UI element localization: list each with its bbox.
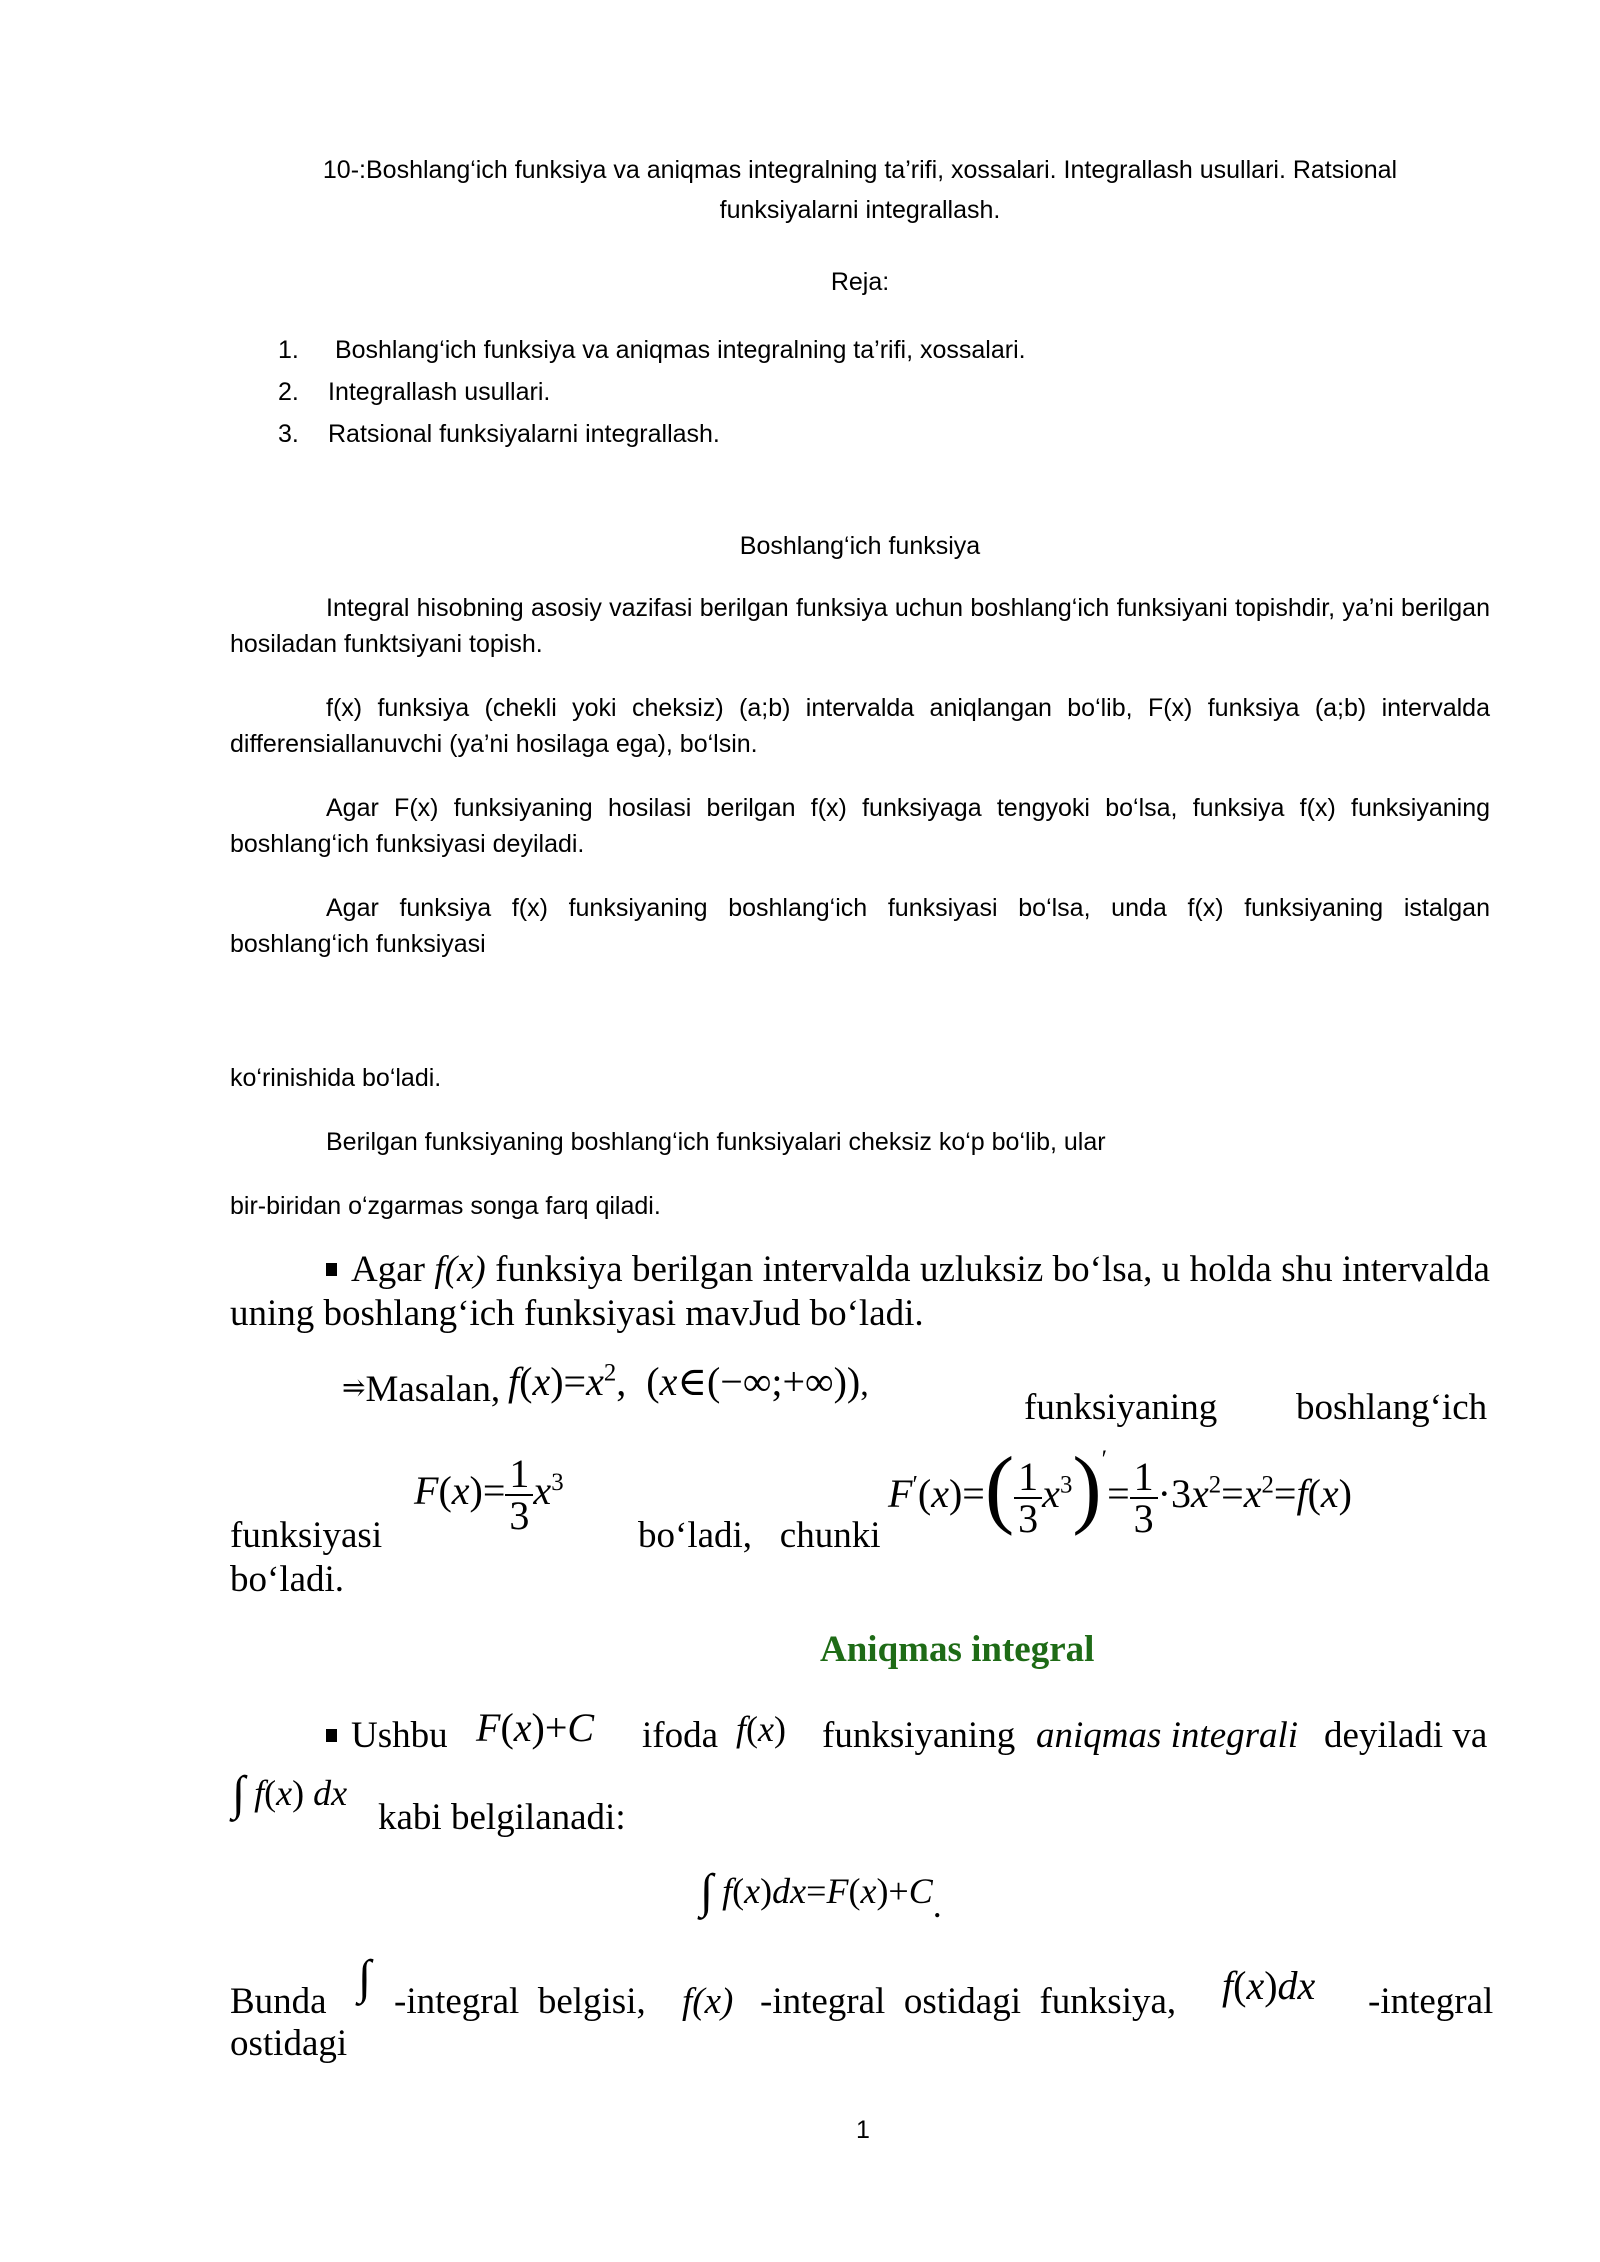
paragraph-7: bir-biridan o‘zgarmas songa farq qiladi. [230, 1192, 661, 1220]
theorem-fx: f(x) [434, 1249, 486, 1290]
example-word-funksiyasi: funksiyasi [230, 1515, 383, 1556]
definition-funksiyaning: funksiyaning [822, 1715, 1016, 1756]
double-arrow-icon: ⥤ [342, 1373, 366, 1404]
bunda-fx: f(x) [682, 1981, 734, 2022]
formula-F-plus-C: F(x)+C [476, 1705, 595, 1750]
page-number: 1 [856, 2116, 870, 2144]
example-word-boladi-chunki: bo‘ladi, chunki [638, 1515, 881, 1556]
plan-item [278, 416, 1478, 458]
plan-item [278, 374, 1478, 416]
paragraph-6: Berilgan funksiyaning boshlang‘ich funksiyalari cheksiz ko‘p bo‘lib, ular [326, 1128, 1106, 1156]
plan-item [278, 332, 1478, 374]
example-last-line: bo‘ladi. [230, 1559, 345, 1600]
title-line-1: 10-:Boshlang‘ich funksiya va aniqmas integralning ta’rifi, xossalari. Integrallash usullari. Ratsional [322, 156, 1398, 184]
paragraph-2 [230, 690, 1490, 762]
definition-ushbu: Ushbu [351, 1715, 448, 1756]
document-title [230, 152, 1490, 228]
section-heading-antiderivative: Boshlang‘ich funksiya [739, 532, 981, 560]
formula-F-equals: F(x)= $\frac{1}{3}$ $x^3$ [414, 1451, 564, 1538]
formula-derivative: F′(x)=( $\frac{1}{3}$ $x^3)'=$ $\frac{1}{3}$ $\cdot 3x^2=x^2=f(x)$ [888, 1440, 1352, 1541]
paragraph-3 [230, 790, 1490, 862]
bunda-ostidagi: ostidagi [230, 2023, 348, 2064]
plan-item-number: 3. [278, 420, 299, 448]
definition-ifoda: ifoda [642, 1715, 719, 1756]
theorem-pre: Agar [351, 1249, 435, 1290]
paragraph-2-text: f(x) funksiya (chekli yoki cheksiz) (a;b) intervalda aniqlangan bo‘lib, F(x) funksiya (a;b) intervalda differensiallanuvchi (ya’ni hosilaga ega), bo‘lsin. [230, 694, 1490, 758]
paragraph-1-text: Integral hisobning asosiy vazifasi berilgan funksiya uchun boshlang‘ich funksiyani topishdir, ya’ni berilgan hosiladan funktsiyani topish. [230, 594, 1490, 658]
paragraph-4-text: Agar funksiya f(x) funksiyaning boshlang‘ich funksiyasi bo‘lsa, unda f(x) funksiyaning istalgan boshlang‘ich funksiyasi [230, 894, 1490, 958]
formula-integral-definition: ∫ f(x)dx=F(x)+C. [700, 1865, 942, 1925]
theorem-post: funksiya berilgan intervalda uzluksiz bo‘lsa, u holda shu intervalda uning boshlang‘ich funksiyasi mavJud bo‘ladi. [230, 1249, 1490, 1334]
title-line-2: funksiyalarni integrallash. [719, 196, 1001, 224]
plan-label: Reja: [830, 268, 890, 296]
square-bullet-icon [326, 1729, 337, 1742]
paragraph-5: ko‘rinishida bo‘ladi. [230, 1064, 442, 1092]
example-label: Masalan, [365, 1369, 501, 1410]
bunda-integral-belgisi: -integral belgisi, [394, 1981, 646, 2022]
theorem-paragraph [230, 1248, 1490, 1336]
bunda-ostidagi-funksiya: -integral ostidagi funksiya, [760, 1981, 1177, 2022]
plan-item-number: 1. [278, 336, 299, 364]
paragraph-3-text: Agar F(x) funksiyaning hosilasi berilgan f(x) funksiyaga tengyoki bo‘lsa, funksiya f(x) funksiyaning boshlang‘ich funksiyasi deyiladi. [230, 794, 1490, 858]
formula-fx-small: f(x) [736, 1709, 786, 1749]
plan-item-number: 2. [278, 378, 299, 406]
fraction-one-third-b: $\frac{1}{3}$ [1014, 1457, 1042, 1539]
bunda-word: Bunda [230, 1981, 327, 2022]
paragraph-1 [230, 590, 1490, 662]
plan-item-text: Boshlang‘ich funksiya va aniqmas integralning ta’rifi, xossalari. [328, 336, 1026, 364]
plan-list [278, 332, 1478, 458]
example-word-boshlangich: boshlang‘ich [1296, 1387, 1488, 1428]
formula-fx-dx: f(x)dx [1222, 1963, 1316, 2008]
definition-kabi: kabi belgilanadi: [378, 1797, 626, 1838]
example-word-funksiyaning: funksiyaning [1024, 1387, 1218, 1428]
formula-integral-fx-dx: ∫ f(x) dx [232, 1767, 348, 1820]
bunda-integral-end: -integral [1368, 1981, 1494, 2022]
integral-sign-icon: ∫ [358, 1951, 372, 2004]
example-formula-fx: $f(x)=x^2$, (x∈(−∞;+∞)), [508, 1359, 869, 1404]
plan-item-text: Ratsional funksiyalarni integrallash. [328, 420, 720, 448]
square-bullet-icon [326, 1263, 337, 1276]
section-heading-indefinite-integral: Aniqmas integral [820, 1629, 1095, 1670]
fraction-one-third: $\frac{1}{3}$ [505, 1454, 533, 1536]
definition-deyiladi: deyiladi va [1324, 1715, 1488, 1756]
fraction-one-third-c: $\frac{1}{3}$ [1130, 1457, 1158, 1539]
definition-aniqmas: aniqmas integrali [1036, 1715, 1299, 1756]
plan-item-text: Integrallash usullari. [328, 378, 551, 406]
example-row-1 [342, 1368, 500, 1428]
paragraph-4 [230, 890, 1490, 962]
